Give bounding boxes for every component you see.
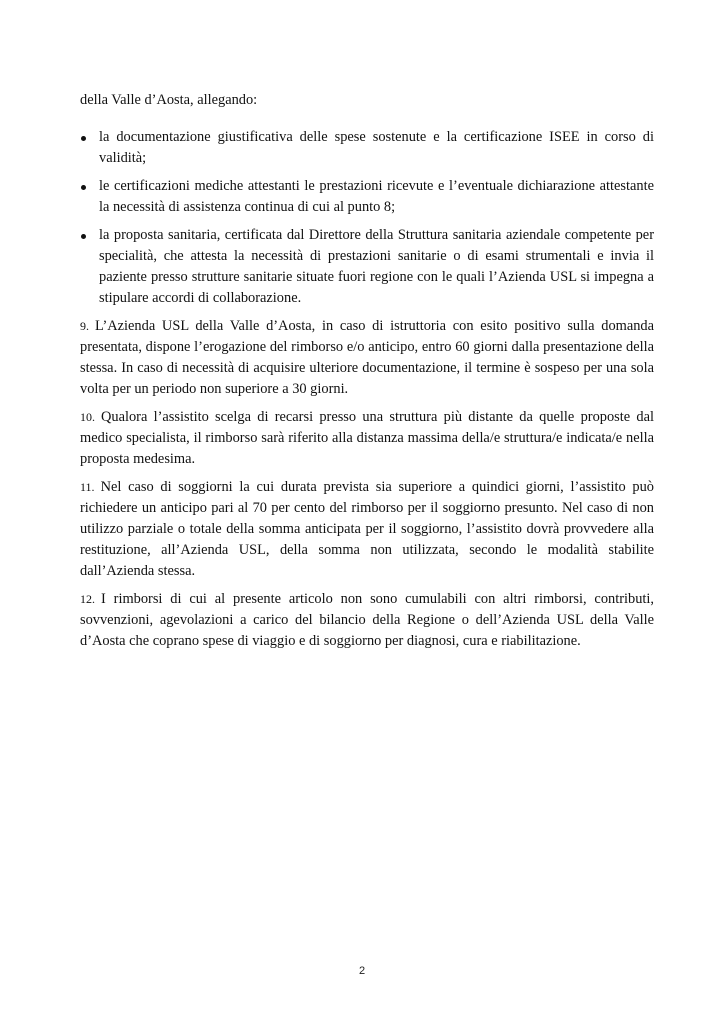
list-item-text: la documentazione giustificativa delle spese sostenute e la certificazione ISEE in corso di validità; [99,129,654,166]
paragraph-12 [80,589,654,652]
list-item [80,127,654,169]
attachments-list [80,127,654,309]
paragraph-10 [80,407,654,470]
page-number: 2 [358,965,366,977]
paragraph-text: Nel caso di soggiorni la cui durata prevista sia superiore a quindici giorni, l’assistito può richiedere un anticipo pari al 70 per cento del rimborso per il soggiorno presunto. Nel caso di non utilizzo parziale o totale della somma anticipata per il soggiorno, l’assistito dovrà provvedere alla restituzione, all’Azienda USL, della somma non utilizzata, secondo le modalità stabilite dall’Azienda stessa. [80,479,654,579]
list-item [80,225,654,309]
intro-line: della Valle d’Aosta, allegando: [80,92,258,108]
document-page [80,90,654,659]
paragraph-text: I rimborsi di cui al presente articolo non sono cumulabili con altri rimborsi, contributi, sovvenzioni, agevolazioni a carico del bilancio della Regione o dell’Azienda USL della Valle d’Aosta che coprano spese di viaggio e di soggiorno per diagnosi, cura e riabilitazione. [80,591,654,649]
paragraph-number: 11. [80,480,95,494]
list-item [80,176,654,218]
paragraph-9 [80,316,654,400]
paragraph-number: 9. [80,319,89,333]
list-item-text: la proposta sanitaria, certificata dal Direttore della Struttura sanitaria aziendale competente per specialità, che attesta la necessità di prestazioni sanitarie o di esami strumentali e invia il paziente presso strutture sanitarie situate fuori regione con le quali l’Azienda USL si impegna a stipulare accordi di collaborazione. [99,227,654,306]
paragraph-11 [80,477,654,582]
paragraph-number: 12. [80,592,95,606]
paragraph-number: 10. [80,410,95,424]
bullet-icon [81,136,86,141]
list-item-text: le certificazioni mediche attestanti le prestazioni ricevute e l’eventuale dichiarazione attestante la necessità di assistenza continua di cui al punto 8; [99,178,654,215]
paragraph-text: L’Azienda USL della Valle d’Aosta, in caso di istruttoria con esito positivo sulla domanda presentata, dispone l’erogazione del rimborso e/o anticipo, entro 60 giorni dalla presentazione della stessa. In caso di necessità di acquisire ulteriore documentazione, il termine è sospeso per una sola volta per un periodo non superiore a 30 giorni. [80,318,654,397]
bullet-icon [81,234,86,239]
paragraph-text: Qualora l’assistito scelga di recarsi presso una struttura più distante da quelle proposte dal medico specialista, il rimborso sarà riferito alla distanza massima della/e struttura/e indicata/e nella proposta medesima. [80,409,654,467]
bullet-icon [81,185,86,190]
